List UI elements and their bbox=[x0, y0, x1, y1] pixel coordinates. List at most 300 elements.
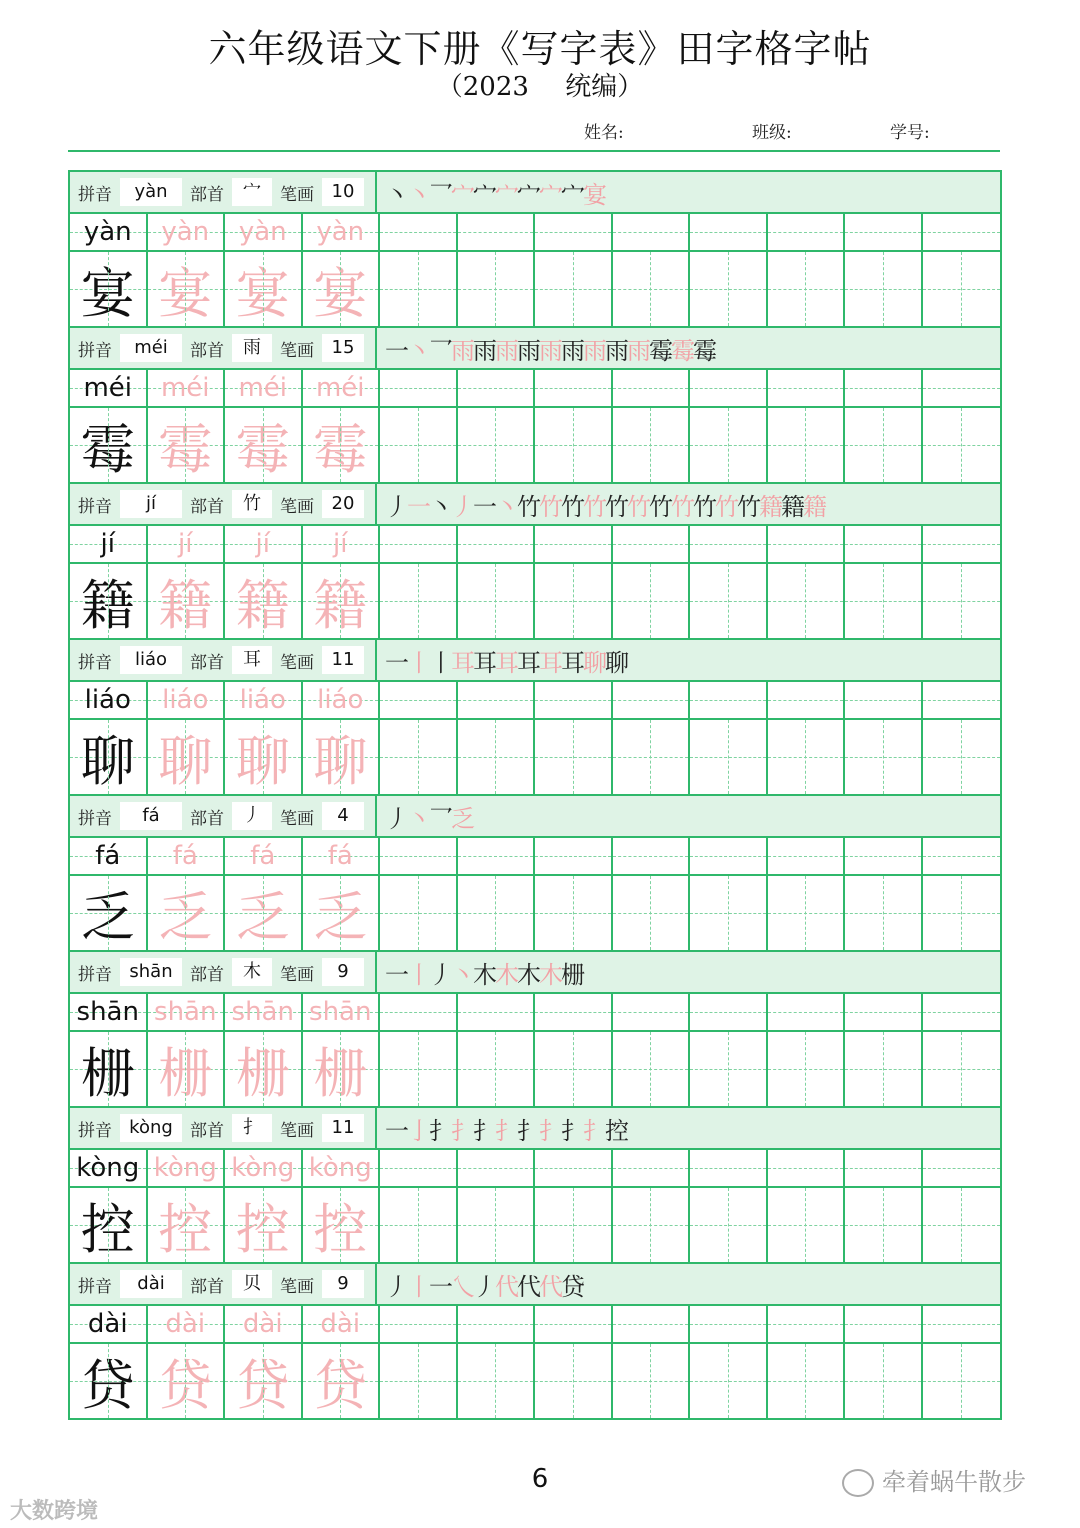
pinyin-trace: yàn bbox=[238, 217, 287, 247]
tianzige-cell[interactable] bbox=[380, 252, 458, 326]
stroke-step: 代 bbox=[517, 1272, 539, 1301]
tianzige-cell[interactable] bbox=[690, 564, 768, 638]
char-trace: 栅 bbox=[158, 1041, 213, 1105]
stroke-step: 竹 bbox=[627, 492, 649, 521]
stroke-step: 籍 bbox=[781, 492, 803, 521]
pinyin-cell[interactable] bbox=[458, 526, 536, 562]
pinyin-cell[interactable] bbox=[148, 214, 226, 250]
pinyin-cell[interactable] bbox=[535, 370, 613, 406]
stroke-step: 丿 bbox=[429, 960, 451, 989]
tianzige-cell[interactable] bbox=[70, 564, 148, 638]
tianzige-cell[interactable] bbox=[225, 720, 303, 794]
tianzige-cell[interactable] bbox=[768, 876, 846, 950]
char-model: 宴 bbox=[80, 261, 135, 325]
tianzige-cell[interactable] bbox=[613, 1188, 691, 1262]
pinyin-cell[interactable] bbox=[690, 1306, 768, 1342]
pinyin-cell[interactable] bbox=[845, 526, 923, 562]
tianzige-cell[interactable] bbox=[923, 720, 1001, 794]
pinyin-cell[interactable] bbox=[535, 682, 613, 718]
stroke-step: 竹 bbox=[561, 492, 583, 521]
stroke-step: 丿 bbox=[385, 1272, 407, 1301]
pinyin-cell[interactable] bbox=[458, 1150, 536, 1186]
tianzige-cell[interactable] bbox=[458, 564, 536, 638]
tianzige-cell[interactable] bbox=[613, 876, 691, 950]
radical-value: 贝 bbox=[232, 1270, 272, 1298]
tianzige-cell[interactable] bbox=[845, 720, 923, 794]
pinyin-value: yàn bbox=[120, 178, 182, 206]
radical-value: 耳 bbox=[232, 646, 272, 674]
pinyin-cell[interactable] bbox=[768, 994, 846, 1030]
radical-value: 宀 bbox=[232, 178, 272, 206]
tianzige-cell[interactable] bbox=[458, 1032, 536, 1106]
stroke-step: 乀 bbox=[451, 1272, 473, 1301]
tianzige-cell[interactable] bbox=[380, 1188, 458, 1262]
pinyin-cell[interactable] bbox=[458, 1306, 536, 1342]
pinyin-cell[interactable] bbox=[535, 994, 613, 1030]
tianzige-cell[interactable] bbox=[148, 876, 226, 950]
tianzige-cell[interactable] bbox=[690, 1188, 768, 1262]
pinyin-cell[interactable] bbox=[690, 526, 768, 562]
tianzige-cell[interactable] bbox=[768, 1188, 846, 1262]
pinyin-cell[interactable] bbox=[613, 526, 691, 562]
radical-label: 部首 bbox=[190, 340, 224, 361]
tianzige-cell[interactable] bbox=[458, 720, 536, 794]
tianzige-cell[interactable] bbox=[70, 1188, 148, 1262]
tianzige-cell[interactable] bbox=[613, 564, 691, 638]
tianzige-cell[interactable] bbox=[303, 252, 381, 326]
radical-label: 部首 bbox=[190, 808, 224, 829]
stroke-step: 竹 bbox=[539, 492, 561, 521]
tianzige-cell[interactable] bbox=[458, 408, 536, 482]
pinyin-cell[interactable] bbox=[148, 1306, 226, 1342]
pinyin-cell[interactable] bbox=[923, 214, 1001, 250]
pinyin-cell[interactable] bbox=[303, 526, 381, 562]
radical-label: 部首 bbox=[190, 964, 224, 985]
tianzige-cell[interactable] bbox=[768, 564, 846, 638]
stroke-step: 木 bbox=[517, 960, 539, 989]
pinyin-cell[interactable] bbox=[380, 838, 458, 874]
tianzige-cell[interactable] bbox=[225, 1344, 303, 1418]
pinyin-cell[interactable] bbox=[845, 1150, 923, 1186]
stroke-step: 丿 bbox=[473, 1272, 495, 1301]
stroke-step: 丶 bbox=[407, 804, 429, 833]
pinyin-cell[interactable] bbox=[613, 370, 691, 406]
pinyin-cell[interactable] bbox=[225, 838, 303, 874]
pinyin-cell[interactable] bbox=[70, 1306, 148, 1342]
tianzige-cell[interactable] bbox=[225, 252, 303, 326]
tianzige-cell[interactable] bbox=[148, 1188, 226, 1262]
pinyin-trace: shān bbox=[231, 997, 294, 1027]
tianzige-cell[interactable] bbox=[923, 876, 1001, 950]
tianzige-cell[interactable] bbox=[690, 408, 768, 482]
pinyin-cell[interactable] bbox=[303, 682, 381, 718]
stroke-step: 丶 bbox=[385, 180, 407, 209]
pinyin-row bbox=[70, 370, 1000, 408]
tianzige-cell[interactable] bbox=[148, 1344, 226, 1418]
pinyin-cell[interactable] bbox=[690, 994, 768, 1030]
pinyin-cell[interactable] bbox=[613, 1150, 691, 1186]
pinyin-cell[interactable] bbox=[380, 682, 458, 718]
tianzige-cell[interactable] bbox=[923, 252, 1001, 326]
char-block bbox=[70, 640, 1000, 796]
tianzige-cell[interactable] bbox=[768, 408, 846, 482]
watermark-left: 大数跨境 bbox=[10, 1499, 99, 1524]
stroke-step: 雨 bbox=[561, 336, 583, 365]
stroke-step: 扌 bbox=[561, 1116, 583, 1145]
pinyin-cell[interactable] bbox=[768, 1150, 846, 1186]
pinyin-cell[interactable] bbox=[458, 994, 536, 1030]
char-row bbox=[70, 876, 1000, 952]
tianzige-cell[interactable] bbox=[768, 1344, 846, 1418]
pinyin-cell[interactable] bbox=[225, 214, 303, 250]
char-row bbox=[70, 252, 1000, 328]
page-number: 6 bbox=[531, 1464, 549, 1494]
pinyin-cell[interactable] bbox=[70, 838, 148, 874]
tianzige-cell[interactable] bbox=[923, 408, 1001, 482]
tianzige-cell[interactable] bbox=[380, 408, 458, 482]
class-label: 班级: bbox=[752, 123, 792, 143]
char-model: 栅 bbox=[80, 1041, 135, 1105]
pinyin-label: 拼音 bbox=[78, 1120, 112, 1141]
tianzige-cell[interactable] bbox=[148, 720, 226, 794]
tianzige-cell[interactable] bbox=[690, 720, 768, 794]
pinyin-cell[interactable] bbox=[303, 994, 381, 1030]
pinyin-cell[interactable] bbox=[70, 370, 148, 406]
pinyin-model: dài bbox=[87, 1309, 128, 1339]
tianzige-cell[interactable] bbox=[225, 408, 303, 482]
radical-label: 部首 bbox=[190, 496, 224, 517]
pinyin-cell[interactable] bbox=[148, 994, 226, 1030]
tianzige-cell[interactable] bbox=[613, 720, 691, 794]
tianzige-cell[interactable] bbox=[923, 1344, 1001, 1418]
pinyin-row bbox=[70, 214, 1000, 252]
stroke-step: 一 bbox=[473, 492, 495, 521]
stroke-step: 宀 bbox=[451, 180, 473, 209]
pinyin-cell[interactable] bbox=[768, 838, 846, 874]
pinyin-cell[interactable] bbox=[148, 838, 226, 874]
stroke-label: 笔画 bbox=[280, 1120, 314, 1141]
pinyin-trace: dài bbox=[242, 1309, 283, 1339]
pinyin-cell[interactable] bbox=[535, 526, 613, 562]
pinyin-cell[interactable] bbox=[923, 526, 1001, 562]
stroke-step: 扌 bbox=[495, 1116, 517, 1145]
pinyin-cell[interactable] bbox=[148, 526, 226, 562]
char-trace: 籍 bbox=[313, 573, 368, 637]
pinyin-cell[interactable] bbox=[690, 370, 768, 406]
pinyin-cell[interactable] bbox=[535, 1150, 613, 1186]
stroke-step: 代 bbox=[495, 1272, 517, 1301]
tianzige-cell[interactable] bbox=[845, 1188, 923, 1262]
tianzige-cell[interactable] bbox=[458, 1344, 536, 1418]
tianzige-cell[interactable] bbox=[845, 1344, 923, 1418]
char-model: 籍 bbox=[80, 573, 135, 637]
pinyin-cell[interactable] bbox=[303, 370, 381, 406]
tianzige-cell[interactable] bbox=[148, 408, 226, 482]
stroke-step: 雨 bbox=[539, 336, 561, 365]
pinyin-cell[interactable] bbox=[225, 1150, 303, 1186]
tianzige-cell[interactable] bbox=[380, 720, 458, 794]
char-model: 乏 bbox=[80, 885, 135, 949]
radical-label: 部首 bbox=[190, 1120, 224, 1141]
char-meta bbox=[70, 484, 377, 524]
tianzige-cell[interactable] bbox=[535, 564, 613, 638]
stroke-step: 竹 bbox=[737, 492, 759, 521]
pinyin-cell[interactable] bbox=[225, 994, 303, 1030]
tianzige-cell[interactable] bbox=[690, 1032, 768, 1106]
stroke-label: 笔画 bbox=[280, 340, 314, 361]
pinyin-cell[interactable] bbox=[613, 214, 691, 250]
pinyin-cell[interactable] bbox=[845, 682, 923, 718]
char-trace: 乏 bbox=[235, 885, 290, 949]
pinyin-cell[interactable] bbox=[845, 214, 923, 250]
tianzige-cell[interactable] bbox=[225, 1032, 303, 1106]
tianzige-cell[interactable] bbox=[148, 564, 226, 638]
pinyin-cell[interactable] bbox=[225, 1306, 303, 1342]
stroke-count: 20 bbox=[322, 490, 364, 518]
tianzige-cell[interactable] bbox=[845, 876, 923, 950]
wechat-icon bbox=[842, 1469, 874, 1497]
pinyin-cell[interactable] bbox=[380, 1150, 458, 1186]
pinyin-cell[interactable] bbox=[225, 682, 303, 718]
pinyin-cell[interactable] bbox=[458, 214, 536, 250]
stroke-label: 笔画 bbox=[280, 808, 314, 829]
pinyin-cell[interactable] bbox=[148, 682, 226, 718]
char-row bbox=[70, 720, 1000, 796]
char-block bbox=[70, 172, 1000, 328]
tianzige-cell[interactable] bbox=[70, 876, 148, 950]
pinyin-cell[interactable] bbox=[380, 994, 458, 1030]
char-model: 聊 bbox=[80, 729, 135, 793]
pinyin-cell[interactable] bbox=[303, 214, 381, 250]
tianzige-cell[interactable] bbox=[923, 1188, 1001, 1262]
char-trace: 贷 bbox=[313, 1353, 368, 1417]
tianzige-cell[interactable] bbox=[613, 408, 691, 482]
pinyin-model: liáo bbox=[84, 685, 131, 715]
pinyin-cell[interactable] bbox=[380, 1306, 458, 1342]
stroke-step: 雨 bbox=[495, 336, 517, 365]
pinyin-cell[interactable] bbox=[923, 838, 1001, 874]
stroke-step: 一 bbox=[407, 492, 429, 521]
stroke-step: 竹 bbox=[583, 492, 605, 521]
pinyin-cell[interactable] bbox=[845, 1306, 923, 1342]
pinyin-cell[interactable] bbox=[768, 1306, 846, 1342]
tianzige-cell[interactable] bbox=[768, 720, 846, 794]
pinyin-trace: kòng bbox=[153, 1153, 217, 1183]
tianzige-cell[interactable] bbox=[923, 1032, 1001, 1106]
tianzige-cell[interactable] bbox=[535, 408, 613, 482]
stroke-label: 笔画 bbox=[280, 652, 314, 673]
pinyin-cell[interactable] bbox=[70, 214, 148, 250]
char-block bbox=[70, 1108, 1000, 1264]
char-block bbox=[70, 484, 1000, 640]
tianzige-cell[interactable] bbox=[768, 1032, 846, 1106]
pinyin-cell[interactable] bbox=[768, 370, 846, 406]
tianzige-cell[interactable] bbox=[225, 564, 303, 638]
pinyin-cell[interactable] bbox=[690, 214, 768, 250]
tianzige-cell[interactable] bbox=[225, 876, 303, 950]
stroke-count: 11 bbox=[322, 646, 364, 674]
char-trace: 栅 bbox=[313, 1041, 368, 1105]
stroke-step: 亅 bbox=[407, 1116, 429, 1145]
pinyin-cell[interactable] bbox=[303, 1306, 381, 1342]
pinyin-cell[interactable] bbox=[768, 682, 846, 718]
pinyin-cell[interactable] bbox=[535, 838, 613, 874]
pinyin-cell[interactable] bbox=[458, 370, 536, 406]
tianzige-cell[interactable] bbox=[845, 564, 923, 638]
pinyin-cell[interactable] bbox=[303, 838, 381, 874]
stroke-order bbox=[377, 1264, 1000, 1304]
tianzige-cell[interactable] bbox=[70, 1344, 148, 1418]
pinyin-cell[interactable] bbox=[380, 370, 458, 406]
pinyin-cell[interactable] bbox=[535, 1306, 613, 1342]
pinyin-row bbox=[70, 994, 1000, 1032]
tianzige-cell[interactable] bbox=[380, 1344, 458, 1418]
tianzige-cell[interactable] bbox=[923, 564, 1001, 638]
pinyin-cell[interactable] bbox=[768, 526, 846, 562]
info-row bbox=[70, 172, 1000, 214]
tianzige-cell[interactable] bbox=[380, 1032, 458, 1106]
pinyin-cell[interactable] bbox=[690, 682, 768, 718]
stroke-step: 雨 bbox=[605, 336, 627, 365]
tianzige-cell[interactable] bbox=[70, 252, 148, 326]
tianzige-cell[interactable] bbox=[303, 408, 381, 482]
stroke-order bbox=[377, 1108, 1000, 1148]
tianzige-cell[interactable] bbox=[303, 1032, 381, 1106]
tianzige-cell[interactable] bbox=[303, 876, 381, 950]
pinyin-cell[interactable] bbox=[923, 682, 1001, 718]
tianzige-cell[interactable] bbox=[303, 1188, 381, 1262]
pinyin-row bbox=[70, 526, 1000, 564]
tianzige-cell[interactable] bbox=[380, 876, 458, 950]
tianzige-cell[interactable] bbox=[768, 252, 846, 326]
tianzige-cell[interactable] bbox=[225, 1188, 303, 1262]
pinyin-cell[interactable] bbox=[845, 838, 923, 874]
radical-label: 部首 bbox=[190, 652, 224, 673]
char-trace: 聊 bbox=[313, 729, 368, 793]
tianzige-cell[interactable] bbox=[458, 1188, 536, 1262]
pinyin-cell[interactable] bbox=[225, 370, 303, 406]
pinyin-cell[interactable] bbox=[768, 214, 846, 250]
tianzige-cell[interactable] bbox=[70, 720, 148, 794]
stroke-order bbox=[377, 796, 1000, 836]
tianzige-cell[interactable] bbox=[535, 1032, 613, 1106]
stroke-count: 9 bbox=[322, 1270, 364, 1298]
tianzige-cell[interactable] bbox=[148, 1032, 226, 1106]
pinyin-trace: liáo bbox=[239, 685, 286, 715]
pinyin-trace: dài bbox=[165, 1309, 206, 1339]
char-meta bbox=[70, 952, 377, 992]
pinyin-cell[interactable] bbox=[458, 682, 536, 718]
char-row bbox=[70, 1188, 1000, 1264]
pinyin-cell[interactable] bbox=[613, 994, 691, 1030]
info-row bbox=[70, 1264, 1000, 1306]
stroke-step: 丿 bbox=[451, 492, 473, 521]
tianzige-cell[interactable] bbox=[845, 1032, 923, 1106]
tianzige-cell[interactable] bbox=[535, 1188, 613, 1262]
tianzige-cell[interactable] bbox=[535, 720, 613, 794]
tianzige-cell[interactable] bbox=[303, 564, 381, 638]
stroke-step: 竹 bbox=[693, 492, 715, 521]
pinyin-cell[interactable] bbox=[225, 526, 303, 562]
pinyin-cell[interactable] bbox=[845, 994, 923, 1030]
pinyin-cell[interactable] bbox=[303, 1150, 381, 1186]
pinyin-cell[interactable] bbox=[380, 214, 458, 250]
tianzige-cell[interactable] bbox=[535, 876, 613, 950]
number-label: 学号: bbox=[890, 123, 930, 143]
pinyin-cell[interactable] bbox=[613, 1306, 691, 1342]
tianzige-cell[interactable] bbox=[845, 252, 923, 326]
pinyin-cell[interactable] bbox=[70, 682, 148, 718]
pinyin-cell[interactable] bbox=[923, 1306, 1001, 1342]
pinyin-cell[interactable] bbox=[613, 838, 691, 874]
pinyin-cell[interactable] bbox=[923, 370, 1001, 406]
radical-value: 扌 bbox=[232, 1114, 272, 1142]
tianzige-cell[interactable] bbox=[690, 1344, 768, 1418]
pinyin-label: 拼音 bbox=[78, 496, 112, 517]
pinyin-cell[interactable] bbox=[380, 526, 458, 562]
tianzige-cell[interactable] bbox=[148, 252, 226, 326]
stroke-step: 丨 bbox=[407, 1272, 429, 1301]
stroke-step: 籍 bbox=[803, 492, 825, 521]
stroke-step: 丨 bbox=[407, 960, 429, 989]
pinyin-cell[interactable] bbox=[613, 682, 691, 718]
pinyin-cell[interactable] bbox=[690, 1150, 768, 1186]
char-model: 控 bbox=[80, 1197, 135, 1261]
tianzige-cell[interactable] bbox=[70, 1032, 148, 1106]
pinyin-cell[interactable] bbox=[458, 838, 536, 874]
tianzige-cell[interactable] bbox=[535, 1344, 613, 1418]
practice-sheet bbox=[68, 170, 1002, 1420]
tianzige-cell[interactable] bbox=[458, 876, 536, 950]
pinyin-cell[interactable] bbox=[690, 838, 768, 874]
pinyin-trace: yàn bbox=[161, 217, 210, 247]
tianzige-cell[interactable] bbox=[380, 564, 458, 638]
tianzige-cell[interactable] bbox=[303, 1344, 381, 1418]
stroke-step: 乛 bbox=[429, 180, 451, 209]
pinyin-cell[interactable] bbox=[845, 370, 923, 406]
tianzige-cell[interactable] bbox=[690, 876, 768, 950]
pinyin-cell[interactable] bbox=[70, 1150, 148, 1186]
tianzige-cell[interactable] bbox=[613, 252, 691, 326]
char-trace: 籍 bbox=[235, 573, 290, 637]
stroke-step: 丶 bbox=[429, 492, 451, 521]
stroke-label: 笔画 bbox=[280, 496, 314, 517]
pinyin-cell[interactable] bbox=[148, 370, 226, 406]
pinyin-cell[interactable] bbox=[148, 1150, 226, 1186]
char-trace: 霉 bbox=[158, 417, 213, 481]
tianzige-cell[interactable] bbox=[458, 252, 536, 326]
tianzige-cell[interactable] bbox=[613, 1032, 691, 1106]
stroke-step: 耳 bbox=[451, 648, 473, 677]
tianzige-cell[interactable] bbox=[845, 408, 923, 482]
char-model: 贷 bbox=[80, 1353, 135, 1417]
stroke-step: 霉 bbox=[649, 336, 671, 365]
pinyin-cell[interactable] bbox=[923, 994, 1001, 1030]
radical-value: 竹 bbox=[232, 490, 272, 518]
tianzige-cell[interactable] bbox=[303, 720, 381, 794]
pinyin-cell[interactable] bbox=[535, 214, 613, 250]
radical-value: 木 bbox=[232, 958, 272, 986]
tianzige-cell[interactable] bbox=[613, 1344, 691, 1418]
char-meta bbox=[70, 1108, 377, 1148]
pinyin-cell[interactable] bbox=[70, 994, 148, 1030]
tianzige-cell[interactable] bbox=[690, 252, 768, 326]
pinyin-cell[interactable] bbox=[70, 526, 148, 562]
tianzige-cell[interactable] bbox=[535, 252, 613, 326]
tianzige-cell[interactable] bbox=[70, 408, 148, 482]
stroke-step: 宀 bbox=[517, 180, 539, 209]
pinyin-cell[interactable] bbox=[923, 1150, 1001, 1186]
